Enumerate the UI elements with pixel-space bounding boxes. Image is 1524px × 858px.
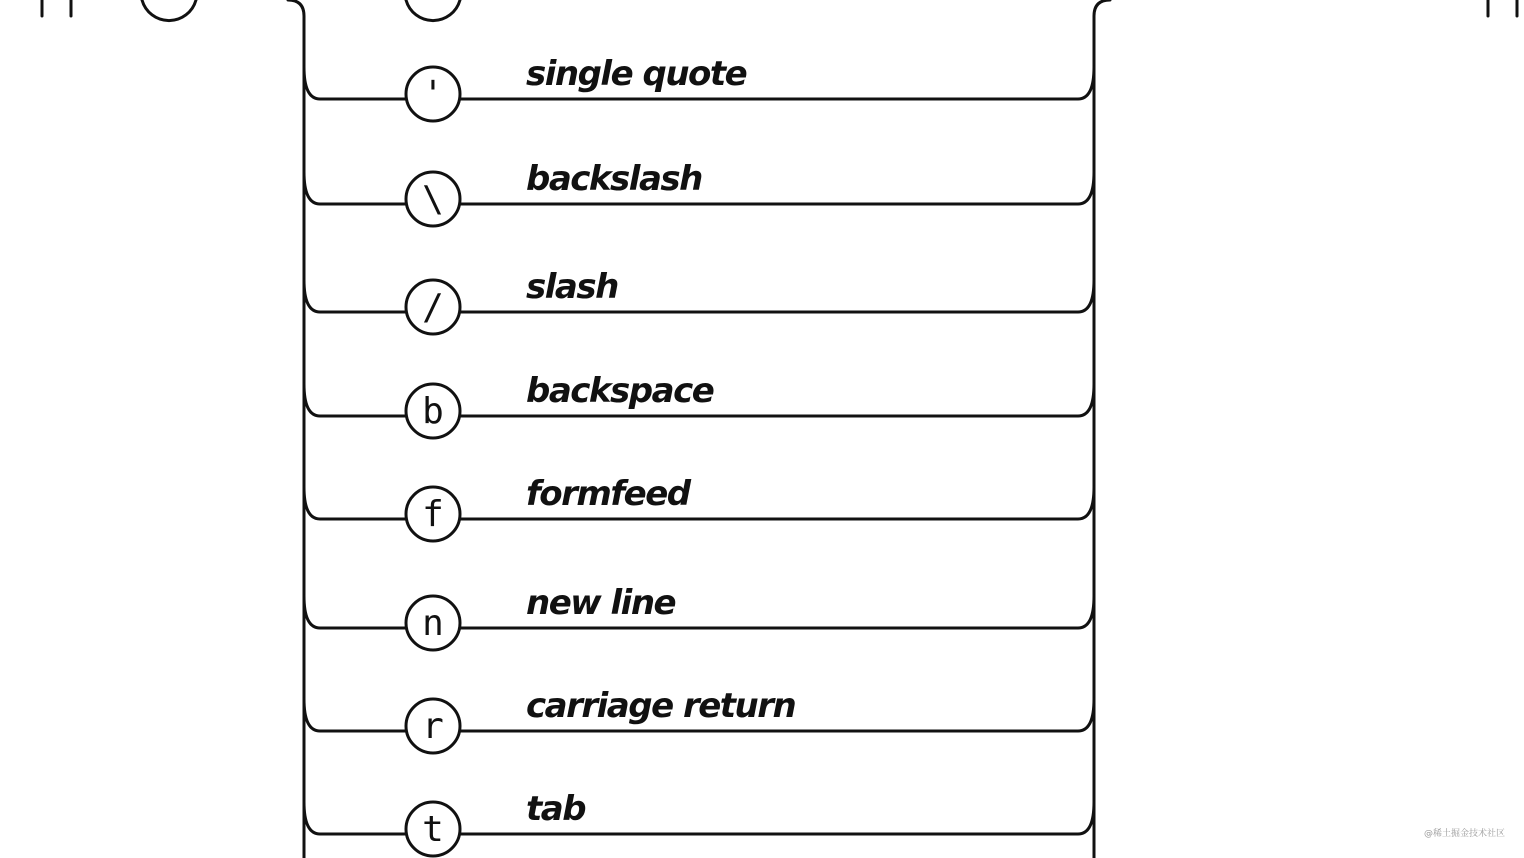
- escape-char: n: [422, 603, 444, 644]
- escape-label: backslash: [526, 159, 702, 199]
- escape-char: ': [422, 74, 444, 115]
- escape-char: r: [422, 706, 444, 747]
- escape-label: tab: [526, 789, 586, 829]
- watermark: @稀土掘金技术社区: [1424, 829, 1506, 839]
- diagram-row: [304, 789, 1094, 856]
- escape-char: f: [422, 494, 444, 535]
- escape-char: t: [422, 809, 444, 850]
- escape-label: single quote: [526, 54, 747, 94]
- diagram-row: [304, 474, 1094, 541]
- diagram-row: [304, 686, 1094, 753]
- right-rail: [1094, 0, 1110, 858]
- escape-label: carriage return: [526, 686, 796, 726]
- diagram-row: [304, 583, 1094, 650]
- escape-label: formfeed: [526, 474, 690, 514]
- diagram-row: [304, 371, 1094, 438]
- left-rail: [288, 0, 304, 858]
- escape-label: new line: [526, 583, 676, 623]
- escape-label: backspace: [526, 371, 714, 411]
- partial-node-circle: [142, 0, 196, 21]
- escape-char: \: [422, 179, 444, 220]
- partial-node-circle: [406, 0, 460, 21]
- escape-char: /: [422, 287, 444, 328]
- escape-label: slash: [526, 267, 618, 307]
- diagram-row: [304, 54, 1094, 121]
- escape-char: b: [422, 391, 444, 432]
- diagram-row: [304, 159, 1094, 226]
- diagram-row: [304, 267, 1094, 334]
